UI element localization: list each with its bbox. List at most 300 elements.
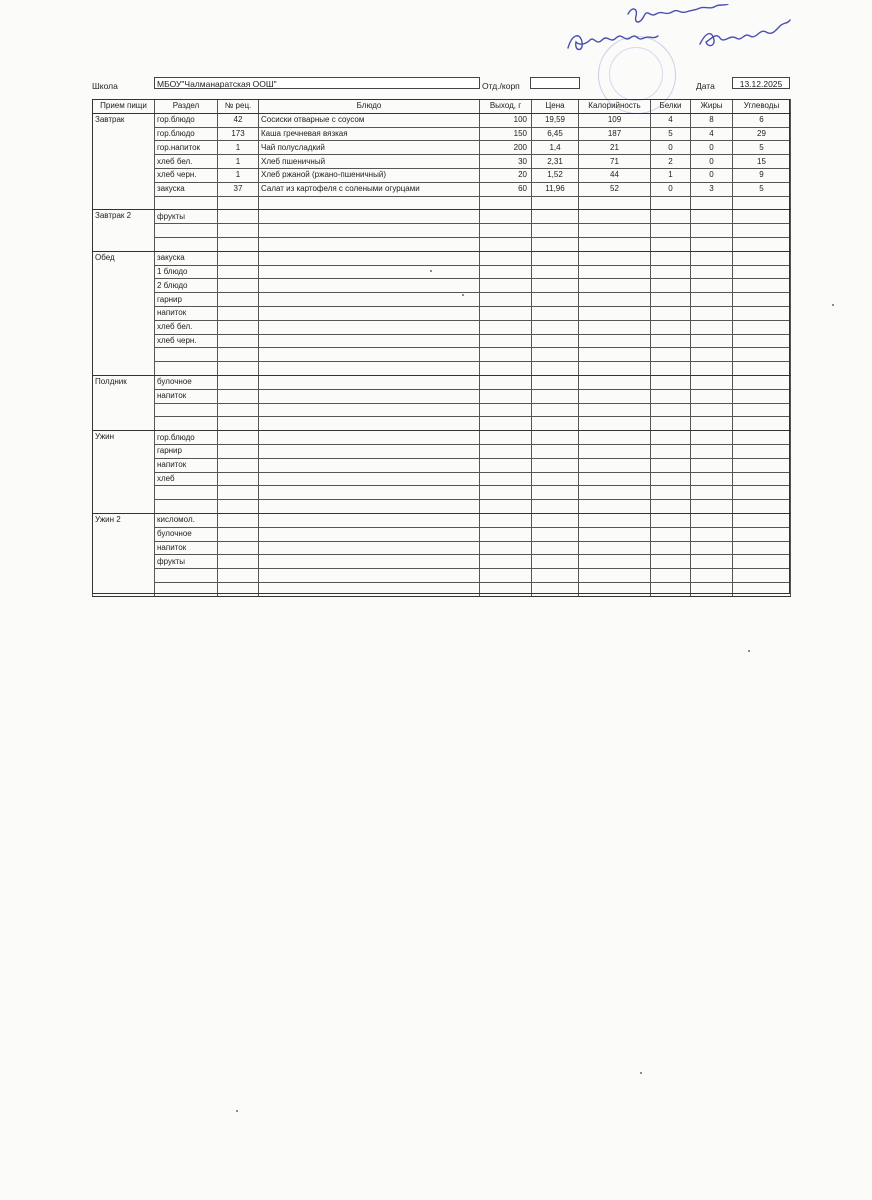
- school-field: МБОУ"Чалманаратская ООШ": [154, 77, 480, 89]
- section-cell: гор.блюдо: [155, 431, 218, 445]
- yield-cell: [480, 555, 532, 569]
- section-cell: закуска: [155, 182, 218, 196]
- fat-cell: 0: [691, 155, 733, 169]
- protein-cell: [651, 513, 691, 527]
- yield-cell: 60: [480, 182, 532, 196]
- protein-cell: [651, 224, 691, 238]
- fat-cell: 4: [691, 127, 733, 141]
- carbs-cell: [733, 224, 791, 238]
- carbs-cell: [733, 444, 791, 458]
- yield-cell: [480, 472, 532, 486]
- meal-cell: [93, 265, 155, 279]
- yield-cell: [480, 237, 532, 251]
- table-row: [93, 334, 791, 348]
- table-row: [93, 582, 791, 596]
- fat-cell: [691, 389, 733, 403]
- fat-cell: [691, 513, 733, 527]
- price-cell: 6,45: [532, 127, 579, 141]
- kcal-cell: [579, 541, 651, 555]
- meal-cell: [93, 224, 155, 238]
- price-cell: [532, 210, 579, 224]
- column-header: Белки: [651, 100, 691, 114]
- yield-cell: [480, 224, 532, 238]
- protein-cell: 0: [651, 182, 691, 196]
- carbs-cell: [733, 389, 791, 403]
- table-row: [93, 555, 791, 569]
- dish-cell: [259, 251, 480, 265]
- price-cell: [532, 362, 579, 376]
- kcal-cell: [579, 582, 651, 596]
- carbs-cell: 29: [733, 127, 791, 141]
- table-row: [93, 569, 791, 583]
- table-row: [93, 127, 791, 141]
- recipe-cell: [218, 444, 259, 458]
- kcal-cell: [579, 458, 651, 472]
- protein-cell: [651, 431, 691, 445]
- yield-cell: [480, 389, 532, 403]
- yield-cell: [480, 582, 532, 596]
- recipe-cell: [218, 375, 259, 389]
- table-row: [93, 472, 791, 486]
- carbs-cell: [733, 320, 791, 334]
- dept-label: Отд./корп: [482, 81, 520, 91]
- protein-cell: [651, 210, 691, 224]
- protein-cell: [651, 362, 691, 376]
- section-cell: напиток: [155, 389, 218, 403]
- recipe-cell: [218, 224, 259, 238]
- dish-cell: [259, 237, 480, 251]
- table-row: [93, 320, 791, 334]
- scan-speck: [640, 1072, 642, 1074]
- dish-cell: [259, 306, 480, 320]
- yield-cell: [480, 210, 532, 224]
- fat-cell: [691, 403, 733, 417]
- column-header: Блюдо: [259, 100, 480, 114]
- protein-cell: [651, 486, 691, 500]
- fat-cell: [691, 210, 733, 224]
- table-row: [93, 348, 791, 362]
- yield-cell: [480, 348, 532, 362]
- section-cell: [155, 500, 218, 514]
- section-cell: гор.напиток: [155, 141, 218, 155]
- protein-cell: 4: [651, 113, 691, 127]
- kcal-cell: 109: [579, 113, 651, 127]
- table-row: [93, 458, 791, 472]
- fat-cell: [691, 555, 733, 569]
- table-row: [93, 541, 791, 555]
- section-cell: напиток: [155, 306, 218, 320]
- yield-cell: [480, 403, 532, 417]
- dish-cell: Каша гречневая вязкая: [259, 127, 480, 141]
- section-cell: фрукты: [155, 555, 218, 569]
- yield-cell: 150: [480, 127, 532, 141]
- fat-cell: [691, 224, 733, 238]
- table-row: [93, 486, 791, 500]
- kcal-cell: [579, 210, 651, 224]
- recipe-cell: [218, 417, 259, 431]
- kcal-cell: [579, 279, 651, 293]
- protein-cell: 2: [651, 155, 691, 169]
- kcal-cell: [579, 417, 651, 431]
- fat-cell: [691, 251, 733, 265]
- fat-cell: [691, 458, 733, 472]
- protein-cell: [651, 444, 691, 458]
- yield-cell: [480, 334, 532, 348]
- dish-cell: Хлеб ржаной (ржано-пшеничный): [259, 168, 480, 182]
- table-row: [93, 389, 791, 403]
- kcal-cell: [579, 224, 651, 238]
- dept-field: [530, 77, 580, 89]
- section-cell: [155, 362, 218, 376]
- section-cell: булочное: [155, 527, 218, 541]
- meal-cell: [93, 362, 155, 376]
- price-cell: [532, 279, 579, 293]
- price-cell: [532, 403, 579, 417]
- section-cell: [155, 569, 218, 583]
- dish-cell: [259, 513, 480, 527]
- protein-cell: [651, 527, 691, 541]
- table-body: [93, 113, 791, 596]
- yield-cell: [480, 513, 532, 527]
- yield-cell: [480, 527, 532, 541]
- carbs-cell: [733, 472, 791, 486]
- yield-cell: 20: [480, 168, 532, 182]
- price-cell: 1,4: [532, 141, 579, 155]
- fat-cell: [691, 334, 733, 348]
- yield-cell: [480, 458, 532, 472]
- meal-cell: [93, 306, 155, 320]
- kcal-cell: 71: [579, 155, 651, 169]
- dish-cell: [259, 279, 480, 293]
- table-row: [93, 155, 791, 169]
- kcal-cell: [579, 500, 651, 514]
- recipe-cell: [218, 541, 259, 555]
- section-cell: гор.блюдо: [155, 127, 218, 141]
- menu-table: [92, 99, 791, 597]
- yield-cell: [480, 569, 532, 583]
- kcal-cell: [579, 472, 651, 486]
- yield-cell: [480, 251, 532, 265]
- dish-cell: [259, 541, 480, 555]
- dish-cell: [259, 362, 480, 376]
- carbs-cell: [733, 306, 791, 320]
- meal-cell: Ужин 2: [93, 513, 155, 527]
- table-row: [93, 431, 791, 445]
- recipe-cell: [218, 389, 259, 403]
- protein-cell: [651, 541, 691, 555]
- meal-cell: [93, 527, 155, 541]
- fat-cell: [691, 362, 733, 376]
- price-cell: [532, 320, 579, 334]
- price-cell: 19,59: [532, 113, 579, 127]
- recipe-cell: 42: [218, 113, 259, 127]
- fat-cell: [691, 348, 733, 362]
- fat-cell: [691, 431, 733, 445]
- kcal-cell: [579, 265, 651, 279]
- protein-cell: [651, 196, 691, 210]
- protein-cell: 5: [651, 127, 691, 141]
- carbs-cell: [733, 417, 791, 431]
- protein-cell: [651, 237, 691, 251]
- kcal-cell: [579, 293, 651, 307]
- table-row: [93, 113, 791, 127]
- protein-cell: [651, 389, 691, 403]
- column-header: Жиры: [691, 100, 733, 114]
- fat-cell: [691, 279, 733, 293]
- kcal-cell: [579, 431, 651, 445]
- dish-cell: [259, 458, 480, 472]
- carbs-cell: [733, 251, 791, 265]
- section-cell: напиток: [155, 541, 218, 555]
- dish-cell: [259, 472, 480, 486]
- recipe-cell: [218, 196, 259, 210]
- section-cell: гор.блюдо: [155, 113, 218, 127]
- table-row: [93, 224, 791, 238]
- yield-cell: [480, 500, 532, 514]
- scan-speck: [748, 650, 750, 652]
- dish-cell: [259, 265, 480, 279]
- recipe-cell: [218, 334, 259, 348]
- carbs-cell: [733, 458, 791, 472]
- price-cell: [532, 251, 579, 265]
- recipe-cell: [218, 431, 259, 445]
- kcal-cell: [579, 486, 651, 500]
- section-cell: хлеб черн.: [155, 168, 218, 182]
- date-label: Дата: [696, 81, 715, 91]
- kcal-cell: [579, 237, 651, 251]
- price-cell: [532, 265, 579, 279]
- dish-cell: [259, 582, 480, 596]
- fat-cell: [691, 196, 733, 210]
- fat-cell: [691, 417, 733, 431]
- dish-cell: Сосиски отварные с соусом: [259, 113, 480, 127]
- table-row: [93, 293, 791, 307]
- section-cell: [155, 486, 218, 500]
- section-cell: закуска: [155, 251, 218, 265]
- fat-cell: [691, 486, 733, 500]
- yield-cell: [480, 279, 532, 293]
- kcal-cell: [579, 362, 651, 376]
- meal-cell: Завтрак 2: [93, 210, 155, 224]
- meal-cell: [93, 155, 155, 169]
- kcal-cell: [579, 513, 651, 527]
- price-cell: [532, 196, 579, 210]
- kcal-cell: [579, 196, 651, 210]
- kcal-cell: [579, 375, 651, 389]
- section-cell: напиток: [155, 458, 218, 472]
- price-cell: [532, 472, 579, 486]
- carbs-cell: [733, 210, 791, 224]
- price-cell: [532, 513, 579, 527]
- meal-cell: [93, 168, 155, 182]
- yield-cell: [480, 320, 532, 334]
- section-cell: [155, 224, 218, 238]
- section-cell: [155, 237, 218, 251]
- fat-cell: [691, 582, 733, 596]
- carbs-cell: [733, 500, 791, 514]
- column-header: № рец.: [218, 100, 259, 114]
- meal-cell: [93, 182, 155, 196]
- meal-cell: Ужин: [93, 431, 155, 445]
- table-row: [93, 196, 791, 210]
- recipe-cell: [218, 472, 259, 486]
- price-cell: [532, 582, 579, 596]
- carbs-cell: [733, 265, 791, 279]
- dish-cell: [259, 569, 480, 583]
- recipe-cell: 1: [218, 141, 259, 155]
- carbs-cell: 5: [733, 182, 791, 196]
- protein-cell: [651, 472, 691, 486]
- fat-cell: [691, 237, 733, 251]
- section-cell: [155, 348, 218, 362]
- fat-cell: [691, 444, 733, 458]
- recipe-cell: [218, 265, 259, 279]
- fat-cell: [691, 541, 733, 555]
- yield-cell: [480, 486, 532, 500]
- dish-cell: Хлеб пшеничный: [259, 155, 480, 169]
- section-cell: булочное: [155, 375, 218, 389]
- kcal-cell: [579, 569, 651, 583]
- recipe-cell: [218, 348, 259, 362]
- fat-cell: [691, 569, 733, 583]
- recipe-cell: 1: [218, 155, 259, 169]
- carbs-cell: [733, 431, 791, 445]
- recipe-cell: [218, 513, 259, 527]
- table-row: [93, 251, 791, 265]
- meal-cell: [93, 486, 155, 500]
- dish-cell: [259, 210, 480, 224]
- section-cell: [155, 582, 218, 596]
- meal-cell: [93, 279, 155, 293]
- dish-cell: [259, 417, 480, 431]
- table-row: [93, 403, 791, 417]
- protein-cell: [651, 555, 691, 569]
- price-cell: [532, 458, 579, 472]
- meal-cell: [93, 389, 155, 403]
- meal-cell: [93, 127, 155, 141]
- kcal-cell: [579, 444, 651, 458]
- kcal-cell: [579, 389, 651, 403]
- carbs-cell: [733, 375, 791, 389]
- table-row: [93, 265, 791, 279]
- scan-speck: [430, 270, 432, 272]
- price-cell: [532, 293, 579, 307]
- yield-cell: [480, 444, 532, 458]
- fat-cell: [691, 320, 733, 334]
- meal-cell: [93, 141, 155, 155]
- meal-cell: [93, 541, 155, 555]
- kcal-cell: [579, 251, 651, 265]
- protein-cell: [651, 334, 691, 348]
- table-row: [93, 513, 791, 527]
- carbs-cell: 6: [733, 113, 791, 127]
- date-field: 13.12.2025: [732, 77, 790, 89]
- table-row: [93, 210, 791, 224]
- price-cell: [532, 500, 579, 514]
- meal-cell: Обед: [93, 251, 155, 265]
- yield-cell: [480, 417, 532, 431]
- protein-cell: [651, 375, 691, 389]
- signature-icon: [560, 4, 830, 60]
- protein-cell: [651, 500, 691, 514]
- carbs-cell: [733, 513, 791, 527]
- carbs-cell: [733, 237, 791, 251]
- carbs-cell: [733, 582, 791, 596]
- dish-cell: [259, 293, 480, 307]
- section-cell: фрукты: [155, 210, 218, 224]
- dish-cell: [259, 320, 480, 334]
- yield-cell: [480, 362, 532, 376]
- meal-cell: [93, 293, 155, 307]
- kcal-cell: [579, 320, 651, 334]
- protein-cell: [651, 279, 691, 293]
- protein-cell: 0: [651, 141, 691, 155]
- recipe-cell: [218, 582, 259, 596]
- price-cell: [532, 417, 579, 431]
- dish-cell: [259, 375, 480, 389]
- dish-cell: [259, 431, 480, 445]
- meal-cell: [93, 555, 155, 569]
- dish-cell: [259, 444, 480, 458]
- price-cell: [532, 348, 579, 362]
- dish-cell: [259, 403, 480, 417]
- table-row: [93, 182, 791, 196]
- table-row: [93, 306, 791, 320]
- section-cell: хлеб бел.: [155, 155, 218, 169]
- carbs-cell: [733, 362, 791, 376]
- kcal-cell: [579, 334, 651, 348]
- recipe-cell: [218, 237, 259, 251]
- price-cell: [532, 444, 579, 458]
- meal-cell: [93, 458, 155, 472]
- protein-cell: [651, 265, 691, 279]
- column-header: Калорийность: [579, 100, 651, 114]
- carbs-cell: [733, 555, 791, 569]
- yield-cell: 200: [480, 141, 532, 155]
- carbs-cell: [733, 486, 791, 500]
- carbs-cell: [733, 196, 791, 210]
- protein-cell: [651, 403, 691, 417]
- dish-cell: [259, 196, 480, 210]
- column-header: Выход, г: [480, 100, 532, 114]
- fat-cell: 0: [691, 141, 733, 155]
- kcal-cell: [579, 403, 651, 417]
- section-cell: 1 блюдо: [155, 265, 218, 279]
- section-cell: хлеб: [155, 472, 218, 486]
- carbs-cell: [733, 334, 791, 348]
- scan-speck: [462, 294, 464, 296]
- fat-cell: [691, 472, 733, 486]
- yield-cell: 30: [480, 155, 532, 169]
- yield-cell: [480, 293, 532, 307]
- recipe-cell: [218, 458, 259, 472]
- recipe-cell: 173: [218, 127, 259, 141]
- price-cell: [532, 224, 579, 238]
- kcal-cell: [579, 527, 651, 541]
- protein-cell: [651, 417, 691, 431]
- price-cell: [532, 431, 579, 445]
- yield-cell: [480, 375, 532, 389]
- table-row: [93, 279, 791, 293]
- dish-cell: Салат из картофеля с солеными огурцами: [259, 182, 480, 196]
- price-cell: [532, 486, 579, 500]
- meal-cell: [93, 334, 155, 348]
- recipe-cell: [218, 486, 259, 500]
- carbs-cell: [733, 348, 791, 362]
- carbs-cell: [733, 293, 791, 307]
- document-header: [92, 77, 790, 93]
- meal-cell: [93, 582, 155, 596]
